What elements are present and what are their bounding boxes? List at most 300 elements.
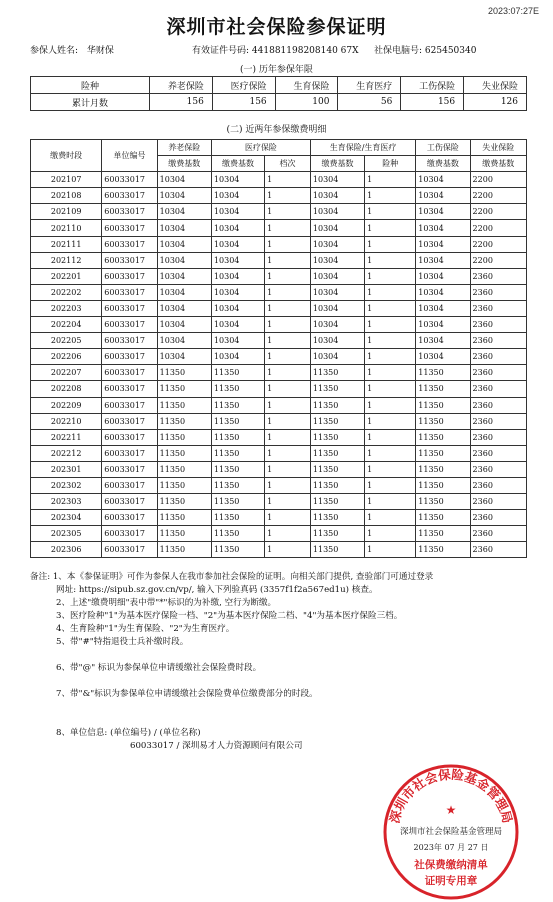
- injury-base-cell: 11350: [416, 413, 470, 429]
- injury-base-cell: 11350: [416, 494, 470, 510]
- pension-base-cell: 10304: [157, 188, 211, 204]
- injury-base-cell: 10304: [416, 236, 470, 252]
- maternity-base-cell: 11350: [310, 397, 364, 413]
- period-cell: 202305: [31, 526, 102, 542]
- injury-base-cell: 10304: [416, 300, 470, 316]
- years-table-row: [31, 94, 527, 111]
- period-cell: 202202: [31, 284, 102, 300]
- medical-tier-cell: 1: [265, 526, 311, 542]
- payment-row: [31, 252, 527, 268]
- period-cell: 202109: [31, 204, 102, 220]
- computer-number-value: 625450340: [424, 46, 477, 56]
- medical-tier-cell: 1: [265, 429, 311, 445]
- medical-base-cell: 11350: [211, 477, 264, 493]
- pension-base-cell: 11350: [157, 494, 211, 510]
- pension-base-cell: 11350: [157, 413, 211, 429]
- years-table-header: [31, 77, 527, 94]
- injury-base-cell: 10304: [416, 172, 470, 188]
- maternity-base-cell: 10304: [310, 268, 364, 284]
- unemployment-base-cell: 2360: [470, 365, 526, 381]
- unemployment-base-cell: 2200: [470, 220, 526, 236]
- unit-code-cell: 60033017: [102, 349, 157, 365]
- note-6: 6、带"@" 标识为参保单位申请缓缴社会保险费时段。: [56, 663, 262, 673]
- unit-code-cell: 60033017: [102, 333, 157, 349]
- maternity-kind-cell: 1: [365, 461, 416, 477]
- maternity-base-cell: 11350: [310, 526, 364, 542]
- unemployment-base-cell: 2360: [470, 349, 526, 365]
- medical-tier-cell: 1: [265, 252, 311, 268]
- medical-base-cell: 11350: [211, 413, 264, 429]
- medical-base-cell: 11350: [211, 526, 264, 542]
- base-subheader: 缴费基数: [211, 156, 264, 172]
- period-cell: 202206: [31, 349, 102, 365]
- unit-code-cell: 60033017: [102, 477, 157, 493]
- unemployment-base-cell: 2360: [470, 494, 526, 510]
- period-cell: 202211: [31, 429, 102, 445]
- unemployment-base-cell: 2360: [470, 397, 526, 413]
- unemployment-base-cell: 2360: [470, 284, 526, 300]
- medical-base-cell: 10304: [211, 333, 264, 349]
- unemployment-header: 失业保险: [470, 140, 526, 156]
- maternity-base-cell: 11350: [310, 413, 364, 429]
- medical-base-cell: 11350: [211, 542, 264, 558]
- unit-code-cell: 60033017: [102, 204, 157, 220]
- period-cell: 202212: [31, 445, 102, 461]
- years-header-cell: 工伤保险: [401, 77, 464, 94]
- unit-code-cell: 60033017: [102, 461, 157, 477]
- unit-header: 单位编号: [102, 140, 157, 172]
- unemployment-base-cell: 2360: [470, 300, 526, 316]
- period-header: 缴费时段: [31, 140, 102, 172]
- maternity-kind-cell: 1: [365, 204, 416, 220]
- pension-base-cell: 10304: [157, 268, 211, 284]
- maternity-kind-cell: 1: [365, 220, 416, 236]
- maternity-kind-cell: 1: [365, 236, 416, 252]
- years-value: 56: [338, 94, 401, 111]
- note-8a: 8、单位信息: (单位编号) / (单位名称): [56, 728, 201, 738]
- period-cell: 202201: [31, 268, 102, 284]
- maternity-kind-cell: 1: [365, 300, 416, 316]
- payment-row: [31, 510, 527, 526]
- payment-row: [31, 542, 527, 558]
- years-header-cell: 险种: [31, 77, 150, 94]
- medical-tier-cell: 1: [265, 172, 311, 188]
- injury-base-cell: 11350: [416, 477, 470, 493]
- maternity-base-cell: 10304: [310, 300, 364, 316]
- base-subheader: 缴费基数: [310, 156, 364, 172]
- pension-base-cell: 10304: [157, 284, 211, 300]
- medical-tier-cell: 1: [265, 381, 311, 397]
- years-value: 156: [150, 94, 213, 111]
- unit-code-cell: 60033017: [102, 284, 157, 300]
- note-1a: 备注: 1、本《参保证明》可作为参保人在我市参加社会保险的证明。向相关部门提供, 查验部门可通过登录: [30, 572, 434, 582]
- maternity-kind-cell: 1: [365, 252, 416, 268]
- injury-base-cell: 11350: [416, 445, 470, 461]
- document-title: 深圳市社会保险参保证明: [166, 16, 387, 38]
- payment-row: [31, 477, 527, 493]
- maternity-base-cell: 10304: [310, 188, 364, 204]
- injury-base-cell: 11350: [416, 397, 470, 413]
- official-seal: [376, 752, 526, 902]
- injury-base-cell: 11350: [416, 381, 470, 397]
- unemployment-base-cell: 2360: [470, 333, 526, 349]
- pension-header: 养老保险: [157, 140, 211, 156]
- injury-base-cell: 11350: [416, 461, 470, 477]
- medical-tier-cell: 1: [265, 397, 311, 413]
- unit-code-cell: 60033017: [102, 236, 157, 252]
- medical-base-cell: 10304: [211, 349, 264, 365]
- maternity-base-cell: 10304: [310, 284, 364, 300]
- seal-date: 2023年 07 月 27 日: [413, 843, 489, 852]
- kind-subheader: 险种: [365, 156, 416, 172]
- note-5: 5、带"#"特指退役士兵补缴时段。: [56, 637, 189, 647]
- unemployment-base-cell: 2360: [470, 429, 526, 445]
- medical-base-cell: 11350: [211, 429, 264, 445]
- medical-base-cell: 10304: [211, 317, 264, 333]
- insured-name-label: 参保人姓名:: [30, 46, 79, 56]
- maternity-base-cell: 10304: [310, 252, 364, 268]
- unemployment-base-cell: 2360: [470, 413, 526, 429]
- medical-tier-cell: 1: [265, 445, 311, 461]
- seal-line-2: 证明专用章: [424, 875, 478, 887]
- seal-line-1: 社保费缴纳清单: [414, 859, 488, 871]
- years-header-cell: 失业保险: [464, 77, 527, 94]
- unemployment-base-cell: 2360: [470, 542, 526, 558]
- years-header-cell: 生育保险: [275, 77, 338, 94]
- injury-base-cell: 11350: [416, 510, 470, 526]
- unit-code-cell: 60033017: [102, 542, 157, 558]
- unemployment-base-cell: 2360: [470, 510, 526, 526]
- medical-tier-cell: 1: [265, 542, 311, 558]
- years-value: 156: [212, 94, 275, 111]
- medical-tier-cell: 1: [265, 317, 311, 333]
- payment-row: [31, 204, 527, 220]
- medical-base-cell: 11350: [211, 494, 264, 510]
- medical-base-cell: 10304: [211, 204, 264, 220]
- payment-row: [31, 317, 527, 333]
- injury-base-cell: 10304: [416, 317, 470, 333]
- medical-tier-cell: 1: [265, 236, 311, 252]
- payment-rows: [31, 172, 527, 558]
- years-value: 100: [275, 94, 338, 111]
- unit-code-cell: 60033017: [102, 413, 157, 429]
- medical-tier-cell: 1: [265, 365, 311, 381]
- unit-code-cell: 60033017: [102, 381, 157, 397]
- injury-base-cell: 10304: [416, 188, 470, 204]
- maternity-kind-cell: 1: [365, 510, 416, 526]
- maternity-base-cell: 11350: [310, 461, 364, 477]
- years-header-cell: 养老保险: [150, 77, 213, 94]
- section1-title: (一) 历年参保年限: [240, 65, 313, 75]
- pension-base-cell: 11350: [157, 542, 211, 558]
- payment-row: [31, 494, 527, 510]
- maternity-base-cell: 11350: [310, 477, 364, 493]
- maternity-base-cell: 10304: [310, 220, 364, 236]
- period-cell: 202306: [31, 542, 102, 558]
- medical-header: 医疗保险: [211, 140, 310, 156]
- injury-base-cell: 11350: [416, 365, 470, 381]
- payment-row: [31, 397, 527, 413]
- pension-base-cell: 11350: [157, 461, 211, 477]
- base-subheader: 缴费基数: [157, 156, 211, 172]
- period-cell: 202208: [31, 381, 102, 397]
- id-number-label: 有效证件号码:: [192, 46, 250, 56]
- injury-base-cell: 10304: [416, 204, 470, 220]
- injury-base-cell: 11350: [416, 542, 470, 558]
- period-cell: 202112: [31, 252, 102, 268]
- medical-tier-cell: 1: [265, 220, 311, 236]
- unit-code-cell: 60033017: [102, 494, 157, 510]
- maternity-kind-cell: 1: [365, 494, 416, 510]
- unit-code-cell: 60033017: [102, 445, 157, 461]
- unit-code-cell: 60033017: [102, 188, 157, 204]
- payment-row: [31, 349, 527, 365]
- pension-base-cell: 10304: [157, 252, 211, 268]
- injury-base-cell: 11350: [416, 429, 470, 445]
- period-cell: 202210: [31, 413, 102, 429]
- pension-base-cell: 10304: [157, 236, 211, 252]
- pension-base-cell: 11350: [157, 526, 211, 542]
- payment-row: [31, 461, 527, 477]
- maternity-base-cell: 11350: [310, 494, 364, 510]
- base-subheader: 缴费基数: [470, 156, 526, 172]
- note-2: 2、上述"缴费明细"表中带"*"标识的为补缴, 空行为断缴。: [56, 598, 277, 608]
- medical-tier-cell: 1: [265, 477, 311, 493]
- pension-base-cell: 10304: [157, 333, 211, 349]
- unit-code-cell: 60033017: [102, 397, 157, 413]
- unit-code-cell: 60033017: [102, 510, 157, 526]
- payment-row: [31, 300, 527, 316]
- medical-base-cell: 11350: [211, 365, 264, 381]
- medical-tier-cell: 1: [265, 300, 311, 316]
- years-value: 156: [401, 94, 464, 111]
- medical-base-cell: 11350: [211, 397, 264, 413]
- maternity-kind-cell: 1: [365, 413, 416, 429]
- insured-name: [30, 43, 114, 56]
- maternity-header: 生育保险/生育医疗: [310, 140, 415, 156]
- notes: [30, 571, 530, 753]
- medical-tier-cell: 1: [265, 413, 311, 429]
- pension-base-cell: 11350: [157, 381, 211, 397]
- unemployment-base-cell: 2360: [470, 317, 526, 333]
- unit-code-cell: 60033017: [102, 365, 157, 381]
- pension-base-cell: 11350: [157, 510, 211, 526]
- payment-table: [30, 139, 527, 558]
- medical-base-cell: 11350: [211, 461, 264, 477]
- pension-base-cell: 10304: [157, 300, 211, 316]
- maternity-base-cell: 10304: [310, 333, 364, 349]
- payment-row: [31, 413, 527, 429]
- unit-code-cell: 60033017: [102, 317, 157, 333]
- payment-row: [31, 268, 527, 284]
- unemployment-base-cell: 2200: [470, 204, 526, 220]
- unemployment-base-cell: 2360: [470, 268, 526, 284]
- pension-base-cell: 11350: [157, 477, 211, 493]
- seal-inner-text: 深圳市社会保险基金管理局: [399, 827, 503, 837]
- payment-row: [31, 220, 527, 236]
- unemployment-base-cell: 2200: [470, 188, 526, 204]
- computer-number-label: 社保电脑号:: [374, 46, 423, 56]
- maternity-kind-cell: 1: [365, 333, 416, 349]
- unemployment-base-cell: 2200: [470, 236, 526, 252]
- period-cell: 202304: [31, 510, 102, 526]
- period-cell: 202204: [31, 317, 102, 333]
- injury-base-cell: 10304: [416, 252, 470, 268]
- note-4: 4、生育险种"1"为生育保险、"2"为生育医疗。: [56, 624, 235, 634]
- maternity-kind-cell: 1: [365, 188, 416, 204]
- pension-base-cell: 11350: [157, 397, 211, 413]
- period-cell: 202302: [31, 477, 102, 493]
- maternity-base-cell: 11350: [310, 365, 364, 381]
- unemployment-base-cell: 2360: [470, 445, 526, 461]
- medical-base-cell: 10304: [211, 252, 264, 268]
- medical-tier-cell: 1: [265, 510, 311, 526]
- maternity-base-cell: 10304: [310, 172, 364, 188]
- maternity-kind-cell: 1: [365, 381, 416, 397]
- id-number-value: 441881198208140 67X: [251, 46, 359, 56]
- pension-base-cell: 11350: [157, 445, 211, 461]
- injury-base-cell: 10304: [416, 284, 470, 300]
- print-timestamp: 2023:07:27E: [487, 6, 539, 16]
- period-cell: 202301: [31, 461, 102, 477]
- maternity-base-cell: 10304: [310, 349, 364, 365]
- pension-base-cell: 11350: [157, 429, 211, 445]
- period-cell: 202303: [31, 494, 102, 510]
- maternity-base-cell: 11350: [310, 381, 364, 397]
- injury-base-cell: 10304: [416, 333, 470, 349]
- unemployment-base-cell: 2360: [470, 461, 526, 477]
- period-cell: 202203: [31, 300, 102, 316]
- medical-tier-cell: 1: [265, 349, 311, 365]
- note-1b: 网址: https://sipub.sz.gov.cn/vp/, 输入下列验真码 (3357f1f2a567ed1u) 核查。: [56, 585, 378, 595]
- pension-base-cell: 10304: [157, 220, 211, 236]
- unemployment-base-cell: 2200: [470, 172, 526, 188]
- medical-base-cell: 11350: [211, 381, 264, 397]
- period-cell: 202108: [31, 188, 102, 204]
- medical-base-cell: 10304: [211, 268, 264, 284]
- id-number: [192, 43, 359, 56]
- seal-star: ★: [445, 803, 457, 817]
- maternity-kind-cell: 1: [365, 284, 416, 300]
- maternity-base-cell: 11350: [310, 445, 364, 461]
- payment-row: [31, 284, 527, 300]
- pension-base-cell: 11350: [157, 365, 211, 381]
- note-7: 7、带"&"标识为参保单位申请缓缴社会保险费单位缴费部分的时段。: [56, 689, 318, 699]
- maternity-base-cell: 10304: [310, 317, 364, 333]
- years-row-label: 累计月数: [31, 94, 150, 111]
- medical-tier-cell: 1: [265, 268, 311, 284]
- unit-code-cell: 60033017: [102, 252, 157, 268]
- unemployment-base-cell: 2360: [470, 381, 526, 397]
- payment-row: [31, 188, 527, 204]
- pension-base-cell: 10304: [157, 172, 211, 188]
- unemployment-base-cell: 2360: [470, 477, 526, 493]
- years-header-cell: 生育医疗: [338, 77, 401, 94]
- years-table: [30, 76, 527, 111]
- payment-row: [31, 333, 527, 349]
- unit-code-cell: 60033017: [102, 220, 157, 236]
- payment-row: [31, 365, 527, 381]
- medical-tier-cell: 1: [265, 461, 311, 477]
- payment-header-row: [31, 140, 527, 156]
- period-cell: 202207: [31, 365, 102, 381]
- maternity-kind-cell: 1: [365, 397, 416, 413]
- period-cell: 202107: [31, 172, 102, 188]
- pension-base-cell: 10304: [157, 349, 211, 365]
- unemployment-base-cell: 2200: [470, 252, 526, 268]
- unit-code-cell: 60033017: [102, 526, 157, 542]
- medical-base-cell: 11350: [211, 445, 264, 461]
- tier-subheader: 档次: [265, 156, 311, 172]
- injury-base-cell: 10304: [416, 349, 470, 365]
- unit-code-cell: 60033017: [102, 172, 157, 188]
- seal-arc-text: 深圳市社会保险基金管理局: [386, 766, 516, 825]
- years-header-cell: 医疗保险: [212, 77, 275, 94]
- medical-base-cell: 10304: [211, 220, 264, 236]
- injury-base-cell: 10304: [416, 220, 470, 236]
- medical-base-cell: 10304: [211, 284, 264, 300]
- maternity-kind-cell: 1: [365, 172, 416, 188]
- unit-code-cell: 60033017: [102, 300, 157, 316]
- medical-base-cell: 10304: [211, 236, 264, 252]
- payment-row: [31, 429, 527, 445]
- maternity-kind-cell: 1: [365, 526, 416, 542]
- pension-base-cell: 10304: [157, 204, 211, 220]
- medical-tier-cell: 1: [265, 188, 311, 204]
- medical-base-cell: 10304: [211, 188, 264, 204]
- payment-row: [31, 172, 527, 188]
- period-cell: 202205: [31, 333, 102, 349]
- medical-tier-cell: 1: [265, 284, 311, 300]
- maternity-kind-cell: 1: [365, 268, 416, 284]
- maternity-base-cell: 11350: [310, 429, 364, 445]
- medical-base-cell: 11350: [211, 510, 264, 526]
- medical-tier-cell: 1: [265, 204, 311, 220]
- payment-row: [31, 381, 527, 397]
- section2-title: (二) 近两年参保缴费明细: [226, 125, 327, 135]
- period-cell: 202111: [31, 236, 102, 252]
- maternity-kind-cell: 1: [365, 477, 416, 493]
- computer-number: [374, 43, 476, 56]
- maternity-base-cell: 11350: [310, 510, 364, 526]
- base-subheader: 缴费基数: [416, 156, 470, 172]
- unit-code-cell: 60033017: [102, 268, 157, 284]
- medical-base-cell: 10304: [211, 172, 264, 188]
- maternity-kind-cell: 1: [365, 445, 416, 461]
- medical-tier-cell: 1: [265, 494, 311, 510]
- unemployment-base-cell: 2360: [470, 526, 526, 542]
- period-cell: 202110: [31, 220, 102, 236]
- maternity-kind-cell: 1: [365, 317, 416, 333]
- note-8b: 60033017 / 深圳易才人力资源顾问有限公司: [130, 741, 303, 751]
- payment-row: [31, 445, 527, 461]
- period-cell: 202209: [31, 397, 102, 413]
- years-value: 126: [464, 94, 527, 111]
- insured-name-value: 华财保: [86, 46, 114, 56]
- unit-code-cell: 60033017: [102, 429, 157, 445]
- injury-header: 工伤保险: [416, 140, 470, 156]
- injury-base-cell: 10304: [416, 268, 470, 284]
- maternity-kind-cell: 1: [365, 349, 416, 365]
- pension-base-cell: 10304: [157, 317, 211, 333]
- maternity-base-cell: 11350: [310, 542, 364, 558]
- maternity-kind-cell: 1: [365, 429, 416, 445]
- maternity-base-cell: 10304: [310, 236, 364, 252]
- maternity-kind-cell: 1: [365, 542, 416, 558]
- payment-row: [31, 236, 527, 252]
- injury-base-cell: 11350: [416, 526, 470, 542]
- medical-base-cell: 10304: [211, 300, 264, 316]
